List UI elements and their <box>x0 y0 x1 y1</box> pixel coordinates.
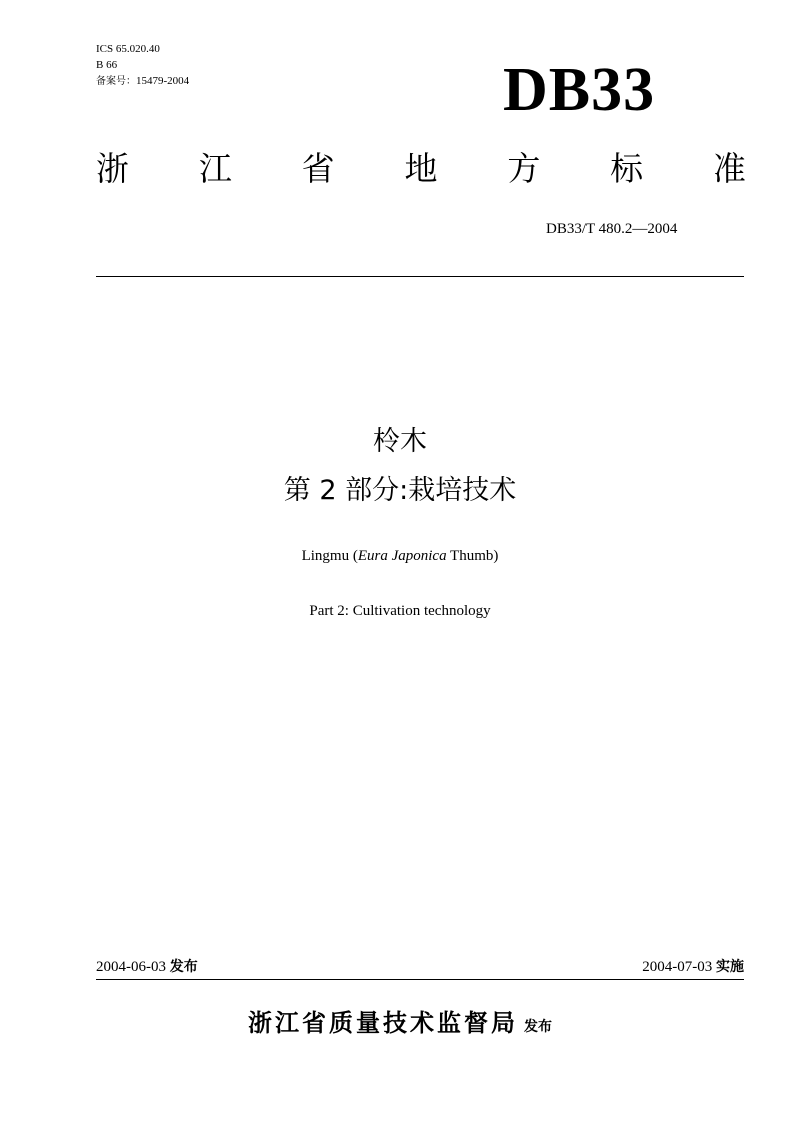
record-number-label: 备案号： <box>96 76 136 87</box>
ics-code: ICS 65.020.40 <box>96 43 160 55</box>
english-part-title: Part 2: Cultivation technology <box>309 603 491 619</box>
english-title <box>0 546 800 566</box>
issuer-line <box>0 1003 800 1038</box>
standard-type-char: 省 <box>301 149 335 188</box>
issuer-publish-label: 发布 <box>524 1019 552 1035</box>
record-number: 15479-2004 <box>136 75 190 87</box>
standard-type-char: 浙 <box>96 149 129 188</box>
standard-number: DB33/T 480.2—2004 <box>546 221 678 237</box>
record-number-line <box>96 73 189 90</box>
bottom-divider <box>96 979 744 980</box>
issuing-organization: 浙江省质量技术监督局 <box>248 1009 518 1037</box>
chinese-title-part: 第 2 部分:栽培技术 <box>283 475 517 506</box>
implement-date-line <box>642 957 744 977</box>
standard-type-char: 地 <box>404 149 438 188</box>
standard-type-heading <box>96 144 746 194</box>
english-title-suffix: Thumb) <box>446 548 499 564</box>
standard-type-char: 标 <box>610 149 644 188</box>
db33-logo: DB33 <box>503 56 656 124</box>
standard-type-char: 江 <box>198 149 232 188</box>
issue-date-line <box>96 957 198 977</box>
issue-date: 2004-06-03 <box>96 959 166 975</box>
standard-type-char: 方 <box>507 149 541 188</box>
english-title-prefix: Lingmu ( <box>301 548 358 564</box>
implement-label: 实施 <box>716 959 744 975</box>
standard-type-char: 准 <box>712 149 746 188</box>
chinese-title-main: 柃木 <box>373 426 427 457</box>
issue-label: 发布 <box>169 959 198 975</box>
english-title-species: Eura Japonica <box>357 548 447 564</box>
document-metadata <box>96 41 189 90</box>
classification-code: B 66 <box>96 59 118 71</box>
top-divider <box>96 276 744 277</box>
implement-date: 2004-07-03 <box>642 959 713 975</box>
